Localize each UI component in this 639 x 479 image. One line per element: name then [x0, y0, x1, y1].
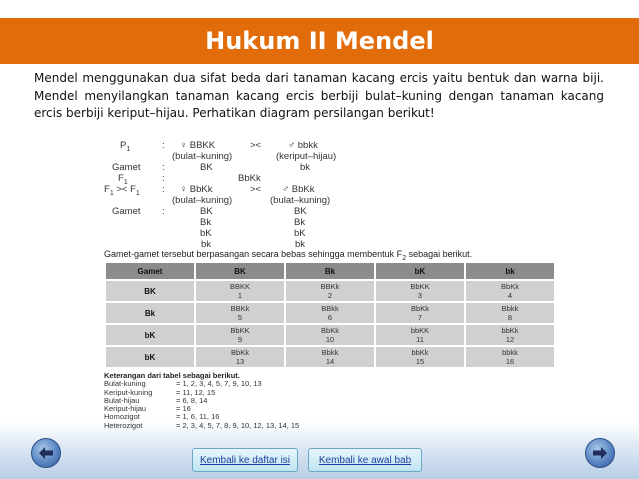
p1-female-phenotype: (bulat–kuning) [172, 151, 233, 162]
table-cell: BbKK 3 [375, 280, 465, 302]
note-item: Bulat-hijau = 6, 8, 14 [104, 395, 208, 405]
gamet2-colon: : [162, 206, 165, 217]
p1-cross: >< [250, 140, 262, 151]
gamet2-male-item: bK [294, 228, 306, 239]
f1xf1-male: ♂ BbKk [282, 184, 315, 195]
prev-button[interactable] [31, 438, 61, 468]
table-header: bK [375, 262, 465, 280]
table-cell: BbKK 9 [195, 324, 285, 346]
p1-male: ♂ bbkk [288, 140, 318, 151]
gamet2-female-item: bk [201, 239, 212, 250]
punnett-table [104, 261, 556, 369]
table-row [105, 302, 555, 324]
row-gamet: BK [105, 280, 195, 302]
note-item: Homozigot = 1, 6, 11, 16 [104, 412, 220, 422]
table-cell: BbKk 13 [195, 346, 285, 368]
p1-colon: : [162, 140, 165, 151]
right-arrow-icon [591, 444, 609, 462]
table-row [105, 346, 555, 368]
gamet2-male-item: Bk [294, 217, 306, 228]
note-item: Keriput-hijau = 16 [104, 404, 191, 414]
gamet2-female-item: BK [200, 206, 213, 217]
gamet2-female-item: Bk [200, 217, 212, 228]
gamet2-male-item: bk [295, 239, 306, 250]
table-header: Gamet [105, 262, 195, 280]
table-header: BK [195, 262, 285, 280]
f1-value: BbKk [238, 173, 261, 184]
table-cell: bbkk 16 [465, 346, 555, 368]
title-bar [0, 18, 639, 64]
table-cell: BBKK 1 [195, 280, 285, 302]
f1-female-phenotype: (bulat–kuning) [172, 195, 233, 206]
gamet2-label: Gamet [112, 206, 141, 217]
note-item: Keriput-kuning = 11, 12, 15 [104, 387, 216, 397]
f1xf1-label: $F_1 >< F_1$ [104, 184, 140, 197]
table-cell: BBkk 6 [285, 302, 375, 324]
left-arrow-icon [37, 444, 55, 462]
table-cell: BBKk 5 [195, 302, 285, 324]
row-gamet: Bk [105, 302, 195, 324]
f1-male-phenotype: (bulat–kuning) [270, 195, 331, 206]
row-gamet: bK [105, 346, 195, 368]
table-header: Bk [285, 262, 375, 280]
table-cell: bbKk 12 [465, 324, 555, 346]
table-caption: Gamet-gamet tersebut berpasangan secara bebas sehingga membentuk $F_2$ sebagai berikut. [104, 249, 473, 262]
f1xf1-female: ♀ BbKk [180, 184, 213, 195]
f1xf1-cross: >< [250, 184, 262, 195]
table-header: bk [465, 262, 555, 280]
note-item: Heterozigot = 2, 3, 4, 5, 7, 8, 9, 10, 12, 13, 14, 15 [104, 420, 300, 430]
cross-diagram [104, 140, 364, 248]
table-cell: Bbkk 14 [285, 346, 375, 368]
gamet1-female: BK [200, 162, 213, 173]
p1-female: ♀ BBKK [180, 140, 216, 151]
table-cell: BBKk 2 [285, 280, 375, 302]
page-title: Hukum II Mendel [205, 27, 434, 55]
table-cell: BbKk 7 [375, 302, 465, 324]
table-cell: BbKk 4 [465, 280, 555, 302]
row-gamet: bK [105, 324, 195, 346]
gamet1-label: Gamet [112, 162, 141, 173]
note-item: Bulat-kuning = 1, 2, 3, 4, 5, 7, 9, 10, 13 [104, 379, 262, 389]
f1-label: $F_1$ [118, 173, 128, 186]
table-header-row [105, 262, 555, 280]
table-cell: BbKk 10 [285, 324, 375, 346]
back-to-contents-button[interactable]: Kembali ke daftar isi [192, 448, 298, 472]
gamet1-colon: : [162, 162, 165, 173]
gamet1-male: bk [300, 162, 311, 173]
notes-title: Keterangan dari tabel sebagai berikut. [104, 371, 240, 380]
p1-male-phenotype: (keriput–hijau) [276, 151, 337, 162]
back-to-chapter-start-button[interactable]: Kembali ke awal bab [308, 448, 422, 472]
gamet2-male-item: BK [294, 206, 307, 217]
gamet2-female-item: bK [200, 228, 212, 239]
table-row [105, 324, 555, 346]
next-button[interactable] [585, 438, 615, 468]
f1-colon: : [162, 173, 165, 184]
table-cell: bbKK 11 [375, 324, 465, 346]
f1xf1-colon: : [162, 184, 165, 195]
table-cell: Bbkk 8 [465, 302, 555, 324]
notes [104, 372, 299, 430]
intro-paragraph: Mendel menggunakan dua sifat beda dari tanaman kacang ercis yaitu bentuk dan warna biji. Mendel menyilangkan tanaman kacang ercis berbiji bulat–kuning dengan tanaman kacang ercis berbiji keriput–hijau. Perhatikan diagram persilangan berikut! [34, 71, 604, 120]
p1-label: $P_1$ [120, 140, 131, 153]
table-cell: bbKk 15 [375, 346, 465, 368]
table-row [105, 280, 555, 302]
